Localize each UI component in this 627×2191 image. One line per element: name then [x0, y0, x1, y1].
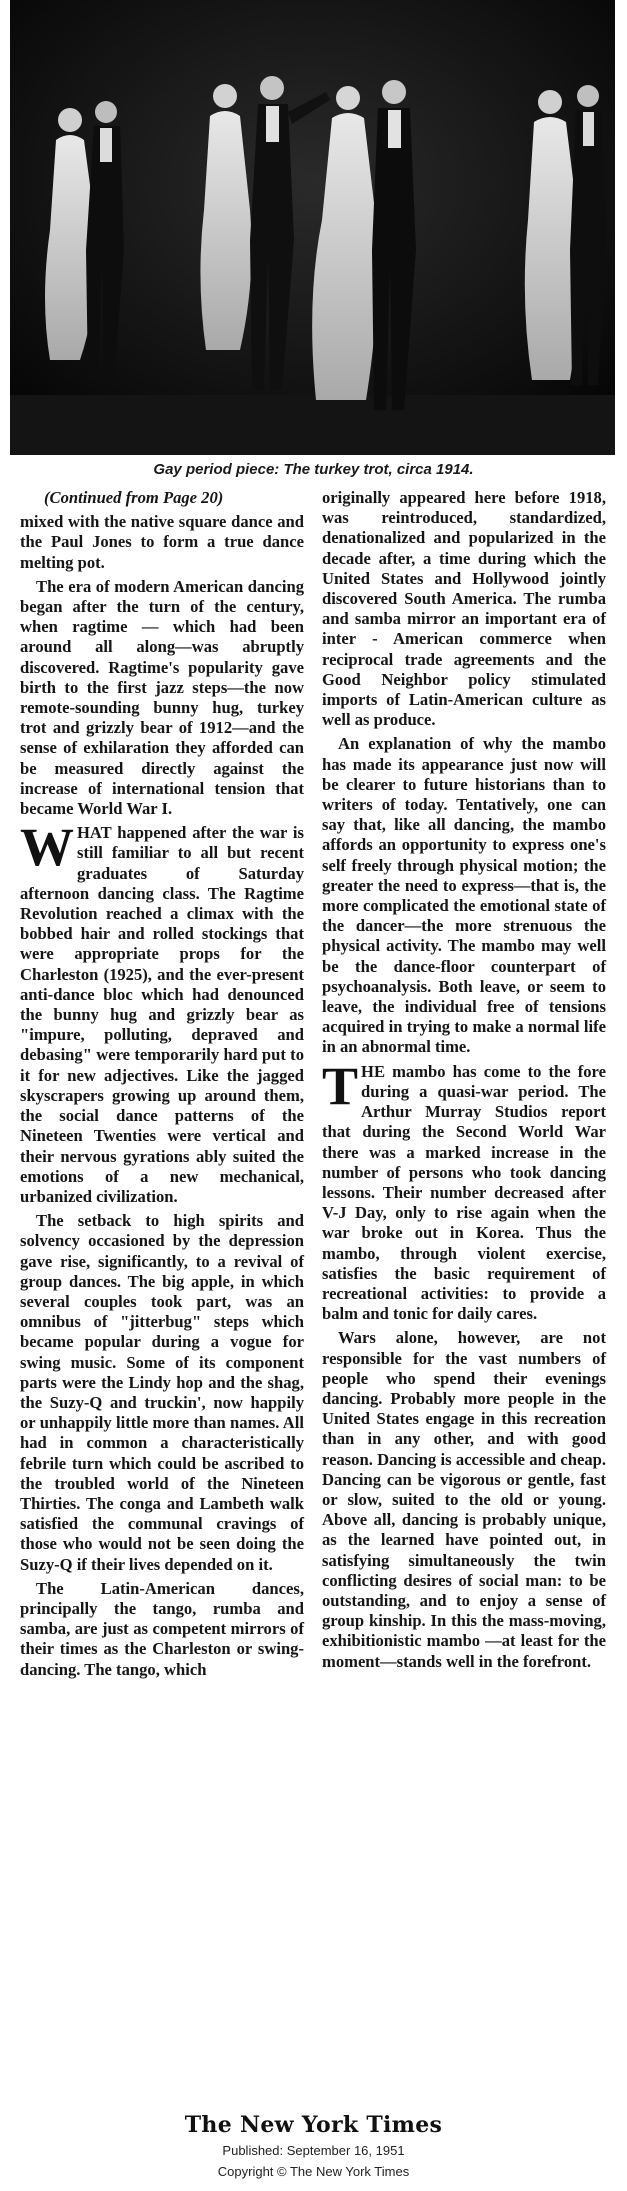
section-text: HAT happened after the war is still familiar to all but recent graduates of Saturday afternoon dancing class. The Ragtime Revolution reached a climax with the bobbed hair and rolled stockings that were appropriate props for the Charleston (1925), and the ever-present anti-dance bloc which had denounced the bunny hug and grizzly bear as "impure, polluting, depraved and debasing" were temporarily hard put to it for new adjectives. Like the jagged skyscrapers growing up around them, the social dance patterns of the Nineteen Twenties were vertical and their nervous gyrations ably suited the emotions of a new mechanical, urbanized civilization. — [20, 823, 304, 1206]
photo-caption: Gay period piece: The turkey trot, circa 1914. — [153, 461, 474, 478]
copyright-line: Copyright © The New York Times — [217, 2164, 410, 2179]
drop-cap: T — [322, 1055, 359, 1116]
dancer-man-right — [570, 85, 606, 385]
turkey-trot-photo — [10, 0, 615, 455]
paragraph: An explanation of why the mambo has made its appearance just now will be clearer to future historians than to writers of today. Tentatively, one can say that, like all dancing, the mambo affords an opportunity to express one's self freely through physical motion; the greater the need to express—that is, the more complicated the emotional state of the dancer—the more strenuous the physical activity. The mambo may well be the dance-floor counterpart of psychoanalysis. Both leave, or seem to leave, the individual free of tensions acquired in trying to make a normal life in an abnormal time. — [322, 734, 606, 1057]
paragraph: The setback to high spirits and solvency occasioned by the depression gave rise, significantly, to a revival of group dances. The big apple, in which several couples took part, was an omnibus of "jitterbug" steps which became popular during a vogue for swing music. Some of its component parts were the Lindy hop and the shag, the Suzy-Q and truckin', now happily or unhappily little more than names. All had in common a characteristically febrile turn which could be ascribed to the troubled world of the Nineteen Thirties. The conga and Lambeth walk satisfied the communal cravings of those who would not be seen doing the Suzy-Q if their lives depended on it. — [20, 1211, 304, 1574]
dancers-illustration — [10, 0, 615, 455]
article-column-left — [20, 488, 304, 1684]
publication-footer — [0, 2112, 627, 2180]
drop-cap: W — [20, 817, 74, 878]
section-paragraph — [322, 1055, 606, 1325]
section-text: HE mambo has come to the fore during a quasi-war period. The Arthur Murray Studios report that during the Second World War there was a marked increase in the number of persons who took dancing lessons. Their number decreased after V-J Day, only to rise again when the war broke out in Korea. Thus the mambo, through violent exercise, satisfies the basic requirement of recreational activities: to provide a balm and tonic for daily cares. — [322, 1061, 606, 1324]
paragraph: originally appeared here before 1918, was reintroduced, standardized, denationalized and popularized in the decade after, a time during which the United States and Hollywood jointly discovered South America. The rumba and samba mirror an important era of inter - American commerce when reciprocal trade agreements and the Good Neighbor policy stimulated imports of Latin-American culture as well as produce. — [322, 488, 606, 730]
paragraph: The Latin-American dances, principally the tango, rumba and samba, are just as competent mirrors of their times as the Charleston or swing-dancing. The tango, which — [20, 1578, 304, 1679]
published-date: Published: September 16, 1951 — [222, 2143, 405, 2158]
section-paragraph — [20, 817, 304, 1207]
paragraph: mixed with the native square dance and the Paul Jones to form a true dance melting pot. — [20, 512, 304, 572]
continued-from-note: (Continued from Page 20) — [44, 488, 224, 507]
paragraph: Wars alone, however, are not responsible for the vast numbers of people who spend their evenings dancing. Probably more people in the United States engage in this recreation than in any other, and with good reason. Dancing is accessible and cheap. Dancing can be vigorous or gentle, fast or slow, suited to the old or young. Above all, dancing is probably unique, as the learned have pointed out, in satisfying simultaneously the twin conflicting desires of social man: to be outstanding, and to enjoy a sense of group kinship. In this the mass-moving, exhibitionistic mambo —at least for the moment—stands well in the forefront. — [322, 1328, 606, 1671]
nyt-masthead: The New York Times — [184, 2112, 443, 2138]
article-column-right — [322, 488, 606, 1676]
paragraph: The era of modern American dancing began after the turn of the century, when ragtime — which had been around all along—was abruptly discovered. Ragtime's popularity gave birth to the first jazz steps—the now remote-sounding bunny hug, turkey trot and grizzly bear of 1912—and the sense of exhilaration they afforded can be measured directly against the increase of international tension that became World War I. — [20, 576, 304, 819]
